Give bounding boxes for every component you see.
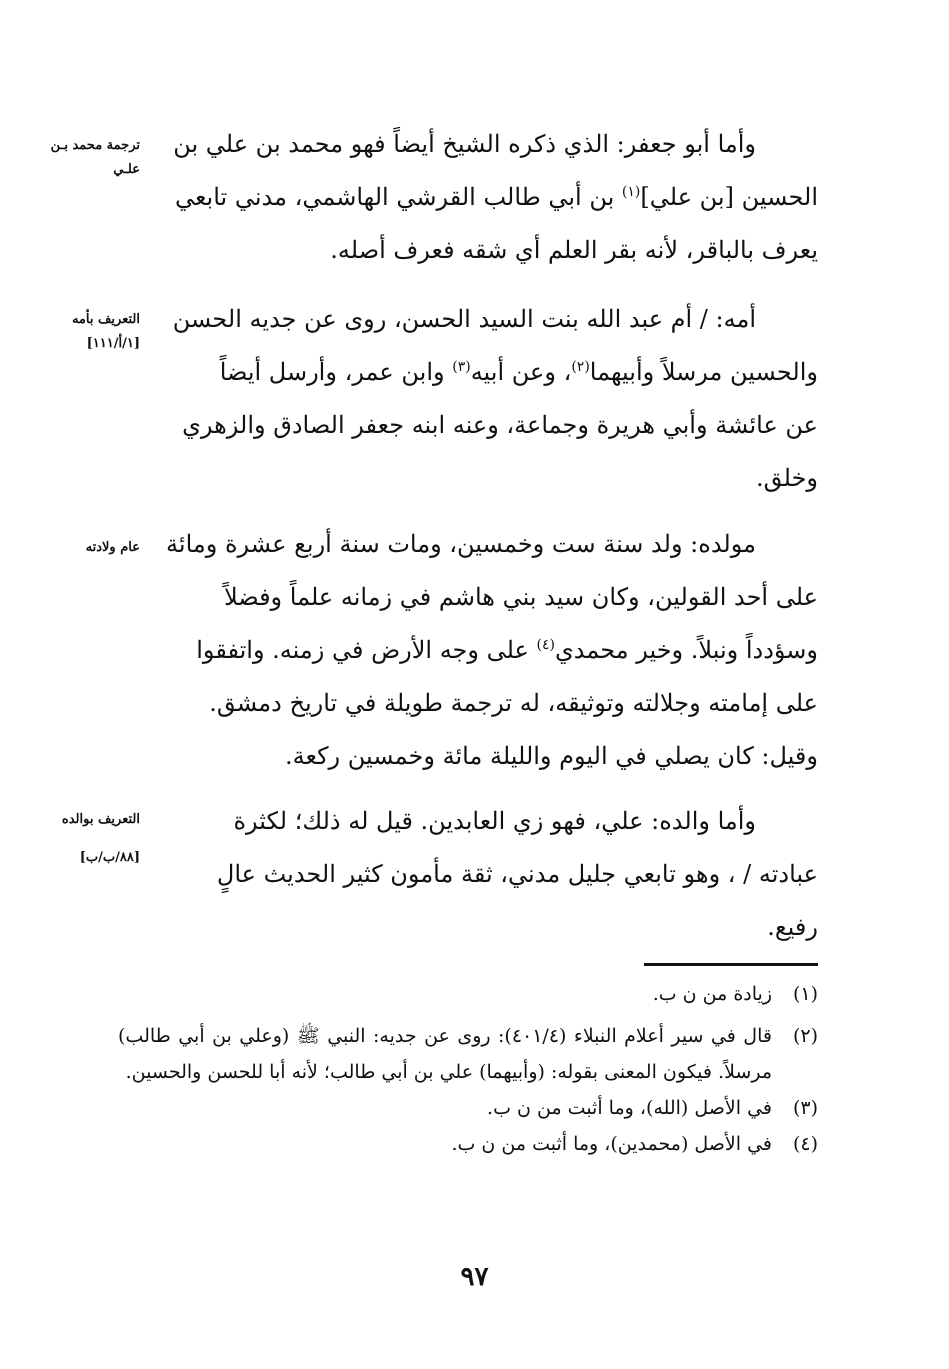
margin-note-label: عام ولادته xyxy=(85,540,140,555)
para1-line3: يعرف بالباقر، لأنه بقر العلم أي شقه فعرف أصله. xyxy=(330,236,818,264)
manuscript-folio-ref: [١/أ/١١١] xyxy=(86,336,140,351)
para1-line2b: بن أبي طالب القرشي الهاشمي، مدني تابعي xyxy=(174,183,622,211)
para1-line1: وأما أبو جعفر: الذي ذكره الشيخ أيضاً فهو محمد بن علي بن xyxy=(173,130,756,158)
footnote-number: (٣) xyxy=(792,1097,818,1119)
footnote-number: (٤) xyxy=(792,1133,818,1155)
paragraph-2 xyxy=(153,293,818,505)
footnote-separator xyxy=(644,963,818,966)
para2-line4: وخلق. xyxy=(755,464,818,492)
footnote-1 xyxy=(118,976,818,1012)
para4-line1: وأما والده: علي، فهو زي العابدين. قيل له ذلك؛ لكثرة xyxy=(233,807,756,835)
manuscript-folio-ref: [٨٨/ب/ب] xyxy=(79,850,140,865)
para3-line2: على أحد القولين، وكان سيد بني هاشم في زمانه علماً وفضلاً xyxy=(223,583,818,611)
footnote-text: في الأصل (محمدين)، وما أثبت من ن ب. xyxy=(451,1133,772,1155)
para4-line3: رفيع. xyxy=(767,913,818,941)
para3-line3b: على وجه الأرض في زمنه. واتفقوا xyxy=(196,636,537,664)
para3-line1: مولده: ولد سنة ست وخمسين، ومات سنة أربع عشرة ومائة xyxy=(166,530,756,558)
footnote-ref-2[interactable]: (٢) xyxy=(571,359,590,375)
para3-line4: على إمامته وجلالته وتوثيقه، له ترجمة طويلة في تاريخ دمشق. xyxy=(209,689,818,717)
paragraph-4 xyxy=(153,795,818,954)
footnote-text: قال في سير أعلام النبلاء (٤٠١/٤): روى عن جديه: النبي ﷺ (وعلي بن أبي طالب) مرسلاً. فيكون المعنى بقوله: (وأبيهما) علي بن أبي طالب؛ لأنه أبا للحسن والحسين. xyxy=(118,1025,772,1083)
paragraph-3 xyxy=(153,518,818,783)
para3-line3a: وسؤدداً ونبلاً. وخير محمدي xyxy=(554,636,818,664)
para2-line2c: وابن عمر، وأرسل أيضاً xyxy=(219,358,453,386)
para2-line2b: ، وعن أبيه xyxy=(470,358,572,386)
footnote-text: في الأصل (الله)، وما أثبت من ن ب. xyxy=(487,1097,772,1119)
margin-note-label: التعريف بأمه xyxy=(71,312,140,327)
para4-line2: عبادته / ، وهو تابعي جليل مدني، ثقة مأمون كثير الحديث عالٍ xyxy=(216,860,818,888)
footnote-number: (٢) xyxy=(792,1025,818,1047)
footnote-ref-4[interactable]: (٤) xyxy=(536,637,555,653)
margin-note-4 xyxy=(22,808,140,870)
paragraph-1 xyxy=(153,118,818,277)
margin-note-3 xyxy=(22,536,140,560)
para1-line2a: الحسين [بن علي] xyxy=(640,183,818,211)
footnote-text: زيادة من ن ب. xyxy=(652,983,772,1005)
para2-line3: عن عائشة وأبي هريرة وجماعة، وعنه ابنه جعفر الصادق والزهري xyxy=(182,411,818,439)
footnote-3 xyxy=(118,1090,818,1126)
footnote-ref-1[interactable]: (١) xyxy=(621,184,641,200)
page-number: ٩٧ xyxy=(460,1262,489,1292)
footnote-4 xyxy=(118,1126,818,1162)
footnote-number: (١) xyxy=(792,983,818,1005)
para2-line1: أمه: / أم عبد الله بنت السيد الحسن، روى عن جديه الحسن xyxy=(172,305,756,333)
para3-line5: وقيل: كان يصلي في اليوم والليلة مائة وخمسين ركعة. xyxy=(285,742,818,770)
para2-line2a: والحسين مرسلاً وأبيهما xyxy=(589,358,818,386)
margin-note-1 xyxy=(22,134,140,182)
margin-note-label: التعريف بوالده xyxy=(61,812,140,827)
footnotes xyxy=(118,976,818,1162)
margin-note-label: ترجمة محمد بـن علـي xyxy=(50,138,140,177)
footnote-ref-3[interactable]: (٣) xyxy=(452,359,471,375)
footnote-2 xyxy=(118,1018,818,1090)
margin-note-2 xyxy=(22,308,140,356)
